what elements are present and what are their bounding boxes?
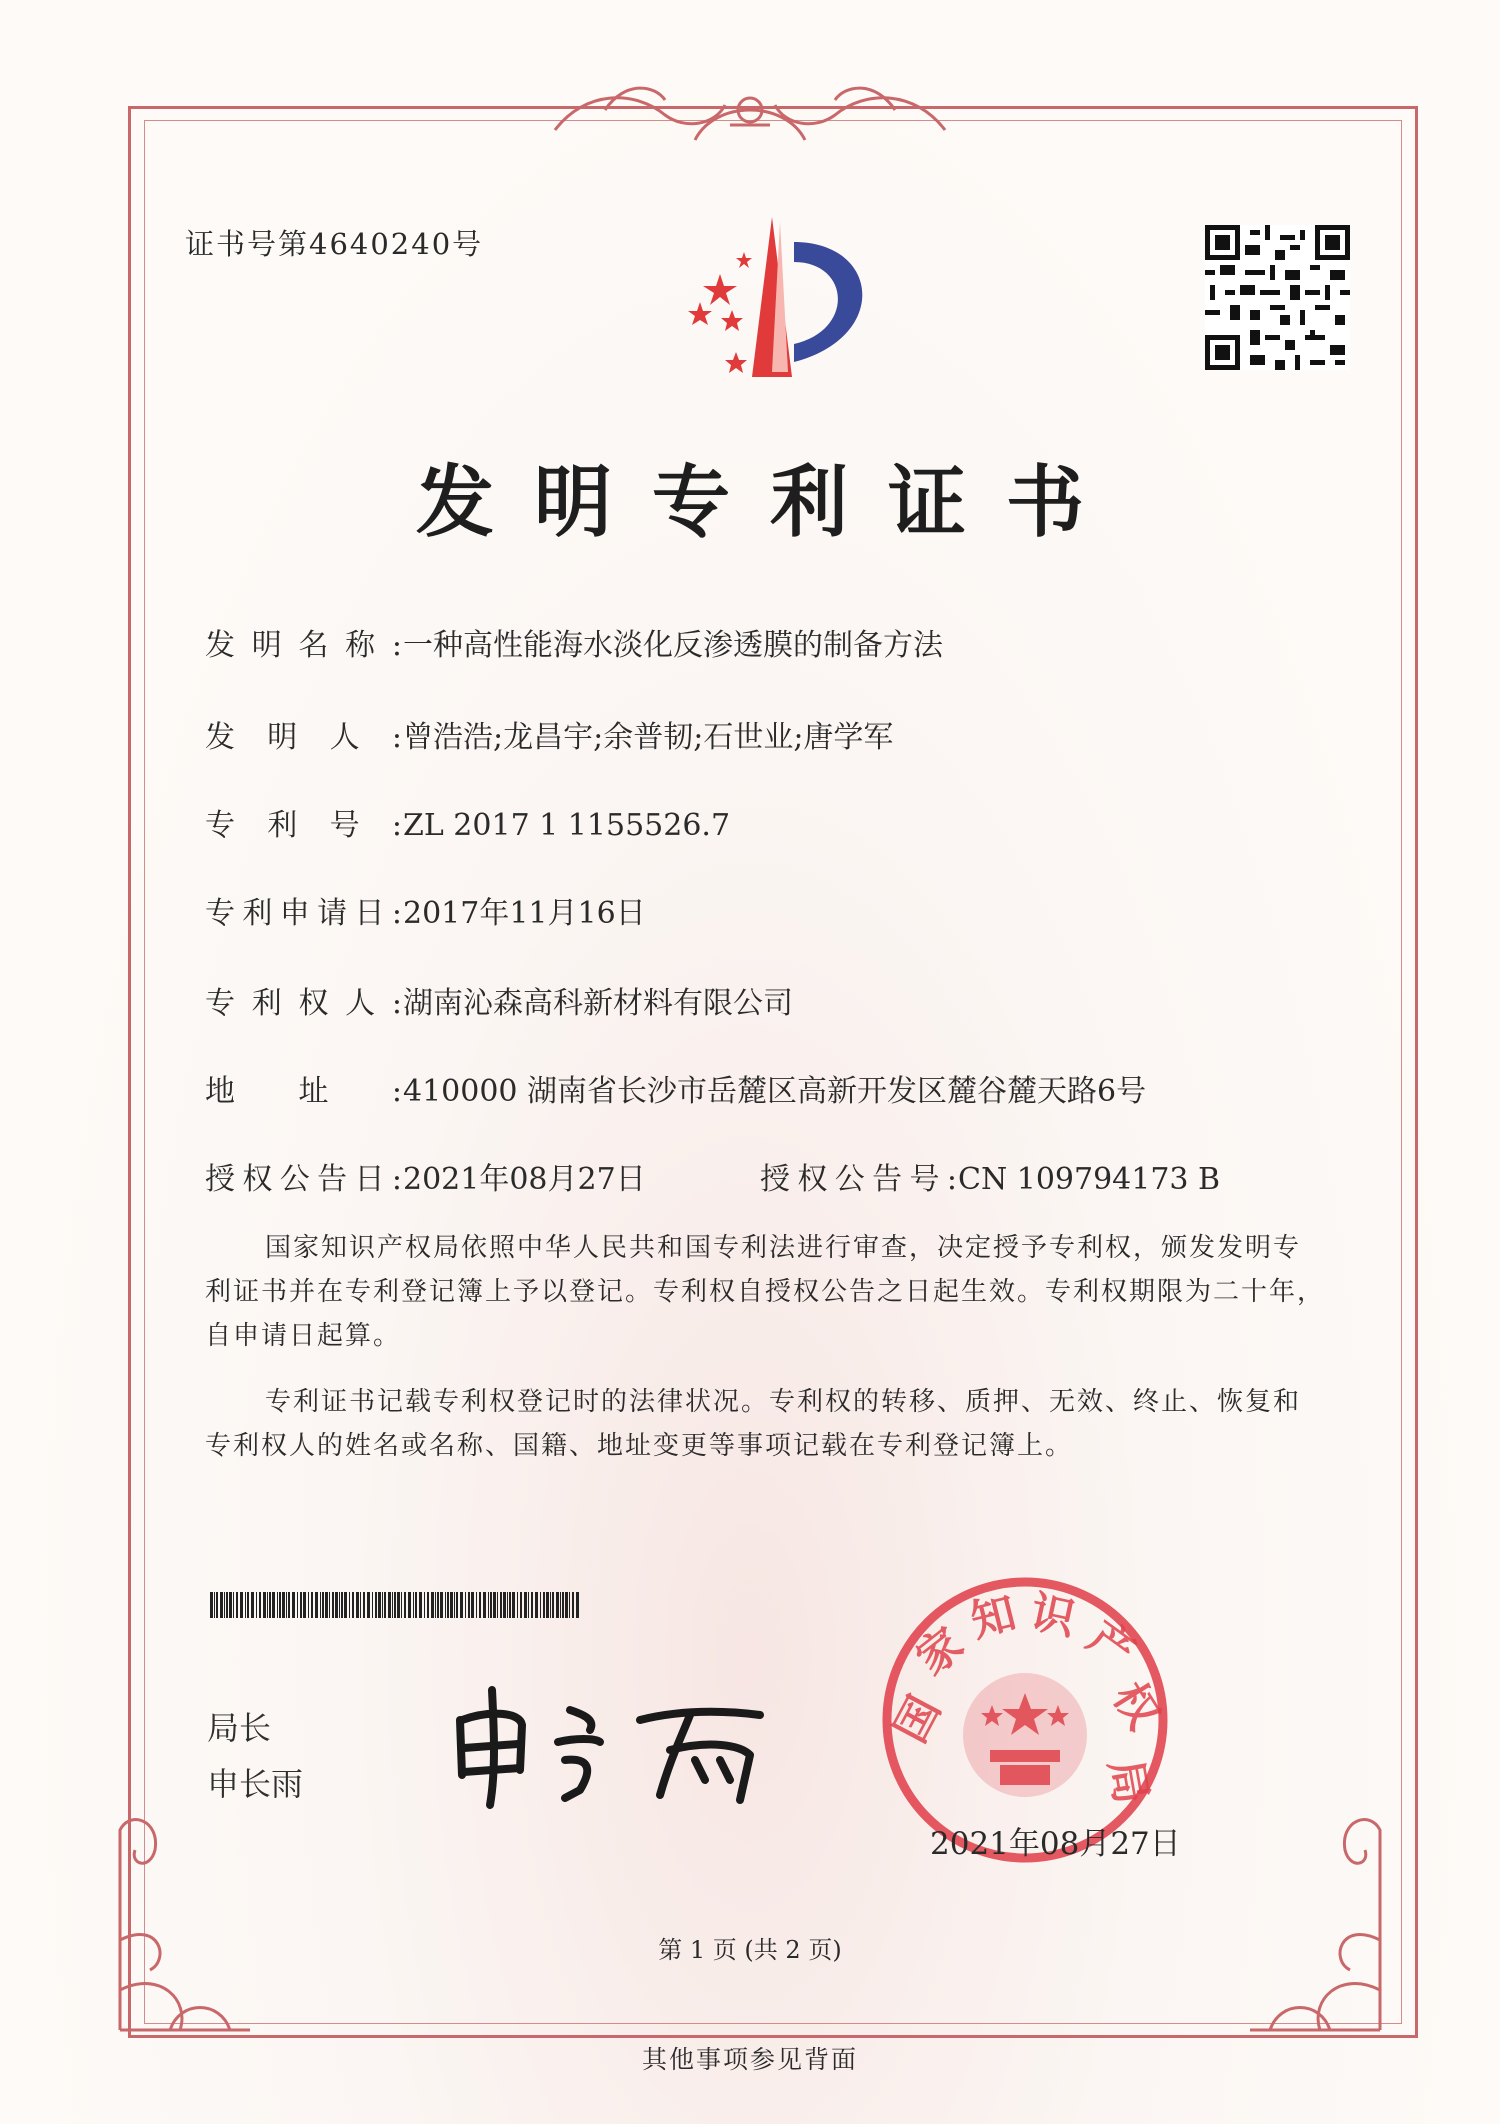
field-invention-name [205, 620, 943, 664]
field-label: 专利申请日: [205, 896, 403, 931]
corner-ornament-left [100, 1790, 260, 2040]
field-value: 曾浩浩;龙昌宇;余普韧;石世业;唐学军 [403, 720, 894, 755]
field-label: 发明名称: [205, 628, 403, 663]
certificate-number: 证书号第4640240号 [185, 227, 484, 261]
svg-text:产: 产 [1078, 1611, 1144, 1679]
seal-date: 2021年08月27日 [930, 1826, 1181, 1862]
field-patentee [205, 978, 793, 1022]
director-name: 申长雨 [207, 1765, 304, 1803]
director-signature [450, 1680, 780, 1810]
director-title: 局长 [207, 1709, 272, 1747]
corner-ornament-right [1240, 1790, 1400, 2040]
svg-text:知: 知 [966, 1587, 1022, 1648]
page-number: 第 1 页 (共 2 页) [658, 1936, 842, 1964]
certificate-title: 发明专利证书 [415, 457, 1124, 548]
field-grant-number [760, 1154, 1220, 1198]
field-label: 专利号: [205, 808, 403, 843]
field-label: 发明人: [205, 720, 403, 755]
legal-notice [205, 1226, 1325, 1468]
footer-note: 其他事项参见背面 [641, 2045, 858, 2074]
legal-paragraph: 国家知识产权局依照中华人民共和国专利法进行审查，决定授予专利权，颁发发明专利证书并在专利登记簿上予以登记。专利权自授权公告之日起生效。专利权期限为二十年，自申请日起算。 [205, 1233, 1326, 1351]
svg-text:局: 局 [1098, 1755, 1157, 1808]
field-value: 一种高性能海水淡化反渗透膜的制备方法 [403, 628, 943, 663]
top-ornament [545, 70, 955, 150]
field-inventors [205, 712, 893, 756]
field-value: 2021年08月27日 [403, 1162, 646, 1197]
field-label: 地址: [205, 1074, 403, 1109]
field-value: CN 109794173 B [958, 1162, 1221, 1197]
patent-office-logo [660, 212, 900, 392]
field-label: 授权公告日: [205, 1162, 403, 1197]
field-address [205, 1066, 1146, 1110]
field-value: 410000 湖南省长沙市岳麓区高新开发区麓谷麓天路6号 [403, 1074, 1147, 1109]
svg-text:识: 识 [1026, 1586, 1080, 1646]
svg-text:国: 国 [885, 1687, 951, 1751]
field-grant-date [205, 1154, 646, 1198]
field-value: ZL 2017 1 1155526.7 [403, 808, 731, 843]
qr-code [1205, 225, 1350, 370]
field-label: 授权公告号: [760, 1162, 958, 1197]
barcode [210, 1592, 580, 1618]
field-label: 专利权人: [205, 986, 403, 1021]
svg-text:家: 家 [907, 1618, 974, 1686]
field-value: 2017年11月16日 [403, 896, 646, 931]
field-value: 湖南沁森高科新材料有限公司 [403, 986, 793, 1021]
svg-text:权: 权 [1102, 1673, 1170, 1739]
field-application-date [205, 888, 646, 932]
legal-paragraph: 专利证书记载专利权登记时的法律状况。专利权的转移、质押、无效、终止、恢复和专利权人的姓名或名称、国籍、地址变更等事项记载在专利登记簿上。 [205, 1387, 1302, 1461]
field-patent-number [205, 800, 730, 844]
